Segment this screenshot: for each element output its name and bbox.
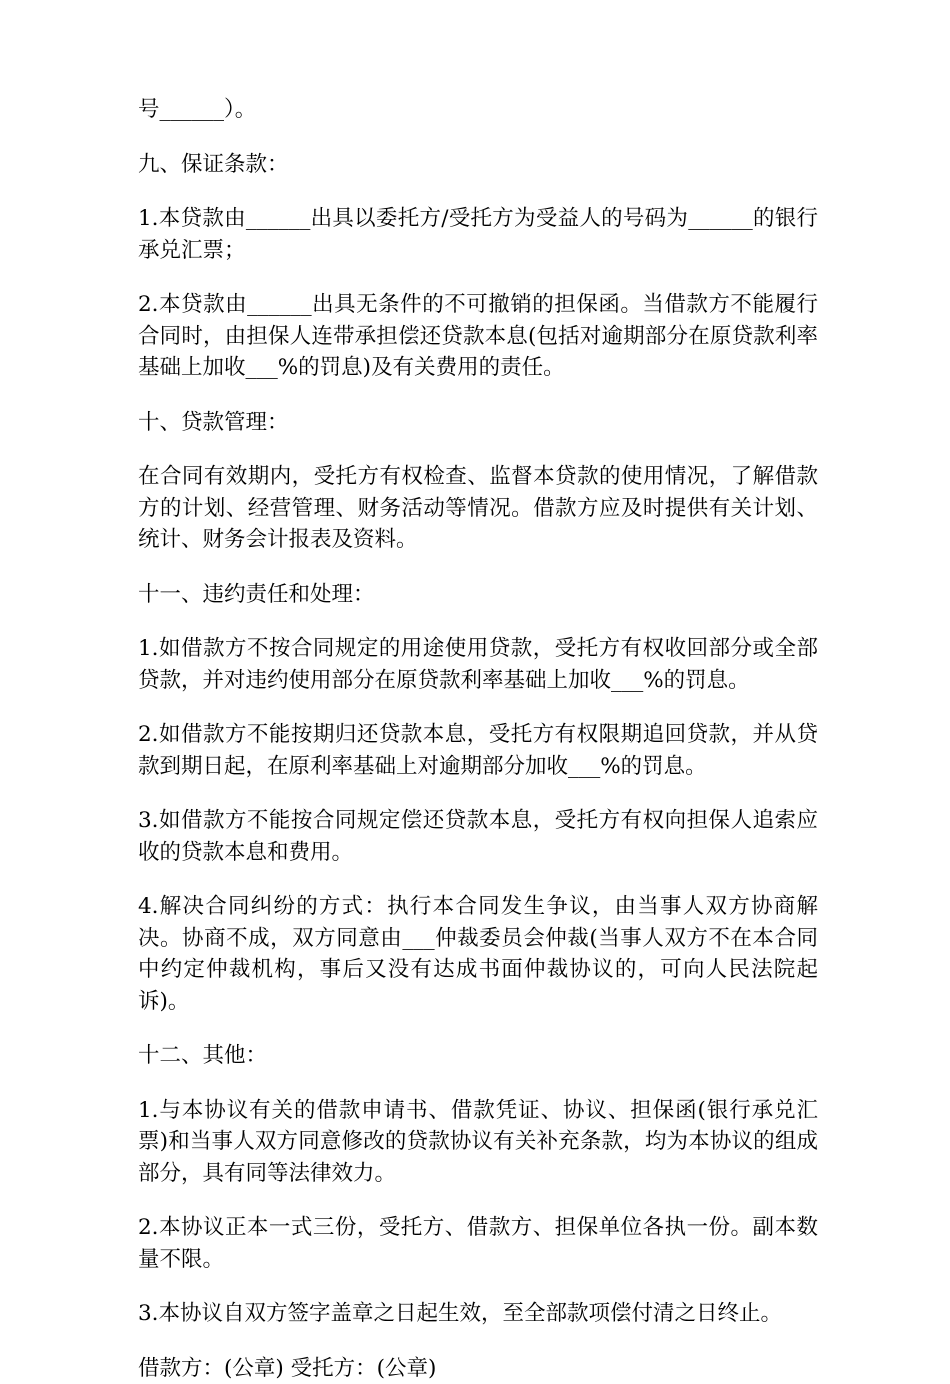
section-heading-guarantee: 九、保证条款： — [138, 149, 818, 181]
other-clause-1: 1.与本协议有关的借款申请书、借款凭证、协议、担保函(银行承兑汇票)和当事人双方同意修改的贷款协议有关补充条款，均为本协议的组成部分，具有同等法律效力。 — [138, 1095, 818, 1190]
document-body — [138, 94, 818, 1384]
guarantee-clause-2: 2.本贷款由______出具无条件的不可撤销的担保函。当借款方不能履行合同时，由担保人连带承担偿还贷款本息(包括对逾期部分在原贷款利率基础上加收___%的罚息)及有关费用的责任。 — [138, 289, 818, 384]
section-heading-liability: 十一、违约责任和处理： — [138, 579, 818, 611]
other-clause-2: 2.本协议正本一式三份，受托方、借款方、担保单位各执一份。副本数量不限。 — [138, 1212, 818, 1275]
loan-management-text: 在合同有效期内，受托方有权检查、监督本贷款的使用情况，了解借款方的计划、经营管理、财务活动等情况。借款方应及时提供有关计划、统计、财务会计报表及资料。 — [138, 461, 818, 556]
liability-clause-4: 4.解决合同纠纷的方式：执行本合同发生争议，由当事人双方协商解决。协商不成，双方同意由___仲裁委员会仲裁(当事人双方不在本合同中约定仲裁机构，事后又没有达成书面仲裁协议的，可向人民法院起诉)。 — [138, 891, 818, 1017]
section-heading-other: 十二、其他： — [138, 1040, 818, 1072]
liability-clause-3: 3.如借款方不能按合同规定偿还贷款本息，受托方有权向担保人追索应收的贷款本息和费用。 — [138, 805, 818, 868]
signature-line: 借款方：(公章) 受托方：(公章) — [138, 1353, 818, 1384]
liability-clause-1: 1.如借款方不按合同规定的用途使用贷款，受托方有权收回部分或全部贷款，并对违约使用部分在原贷款利率基础上加收___%的罚息。 — [138, 633, 818, 696]
section-heading-loan-management: 十、贷款管理： — [138, 407, 818, 439]
paragraph-continuation: 号______）。 — [138, 94, 818, 126]
guarantee-clause-1: 1.本贷款由______出具以委托方/受托方为受益人的号码为______的银行承兑汇票； — [138, 203, 818, 266]
liability-clause-2: 2.如借款方不能按期归还贷款本息，受托方有权限期追回贷款，并从贷款到期日起，在原利率基础上对逾期部分加收___%的罚息。 — [138, 719, 818, 782]
other-clause-3: 3.本协议自双方签字盖章之日起生效，至全部款项偿付清之日终止。 — [138, 1298, 818, 1330]
